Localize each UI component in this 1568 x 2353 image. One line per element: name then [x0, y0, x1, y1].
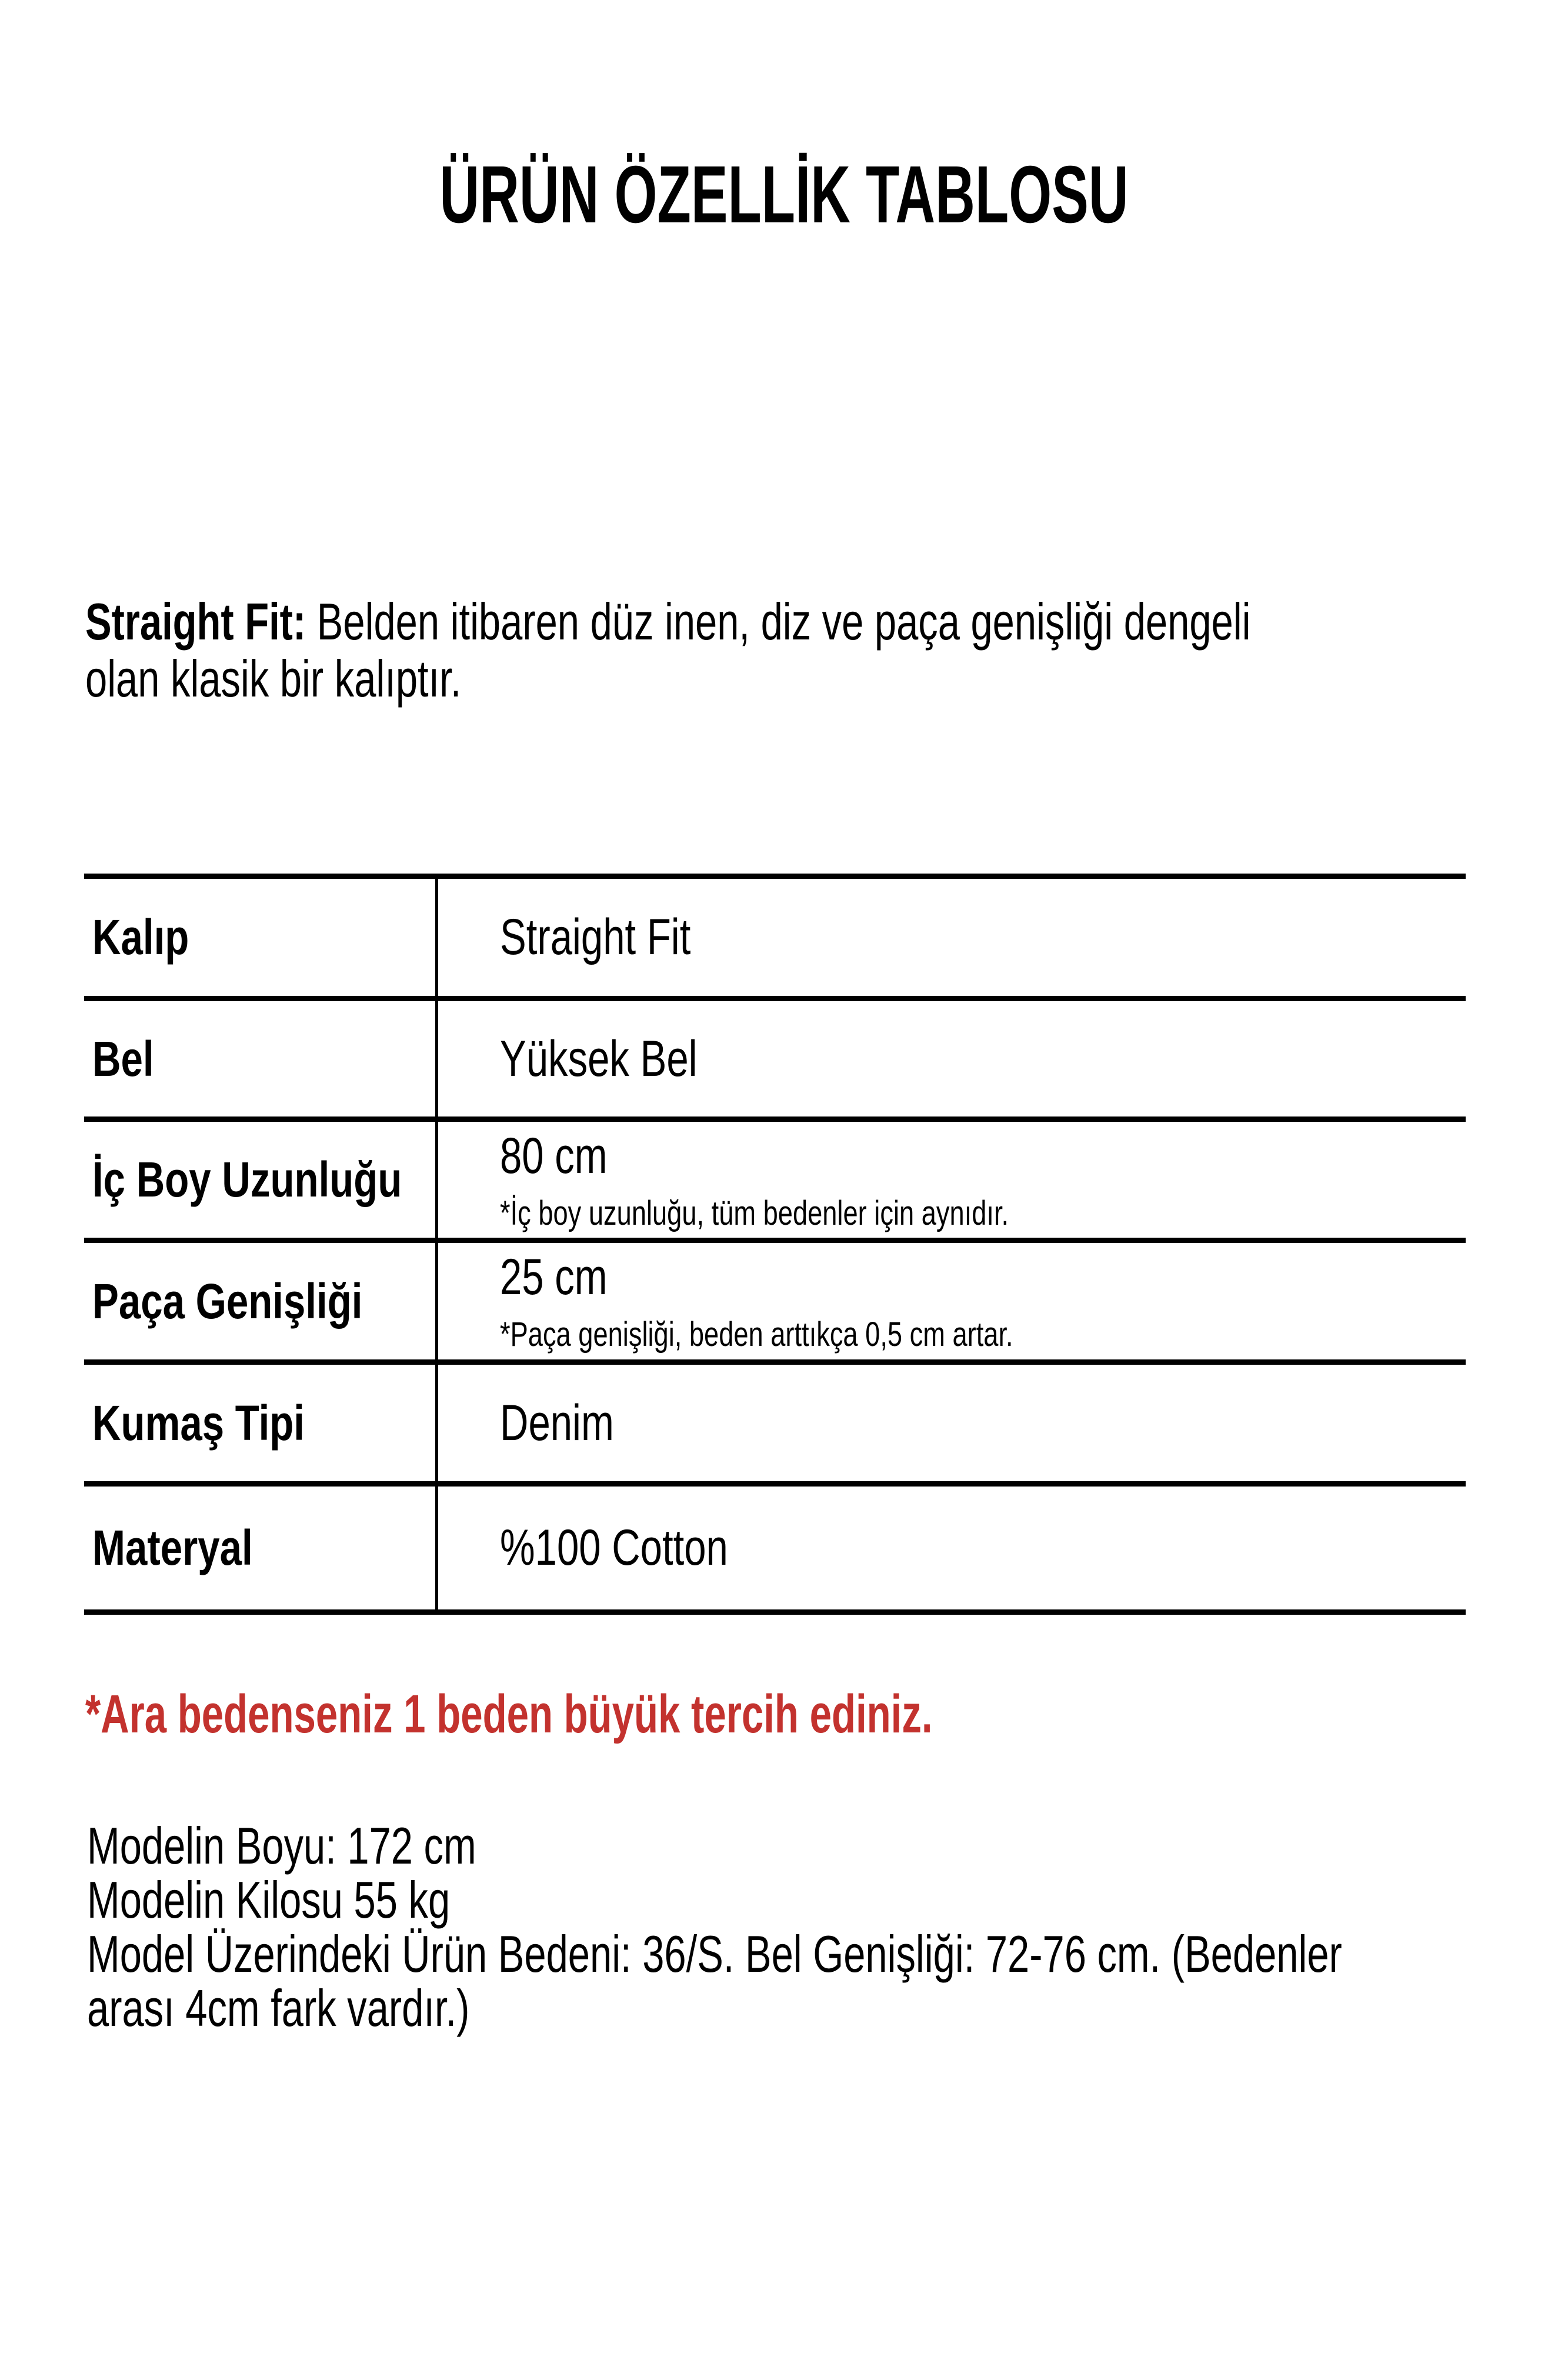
row-value-cell: [438, 1243, 1466, 1359]
table-row-kalip: [84, 879, 1466, 1001]
row-note: *İç boy uzunluğu, tüm bedenler için aynıdır.: [500, 1194, 1009, 1232]
row-value: Yüksek Bel: [500, 1030, 698, 1087]
row-value: 80 cm: [500, 1127, 608, 1184]
model-weight-line: Modelin Kilosu 55 kg: [87, 1871, 451, 1929]
page-title: ÜRÜN ÖZELLİK TABLOSU: [439, 149, 1129, 240]
table-row-paca: [84, 1243, 1466, 1365]
row-label: İç Boy Uzunluğu: [92, 1152, 402, 1207]
model-size-line-2: arası 4cm fark vardır.): [87, 1979, 470, 2037]
row-label: Paça Genişliği: [92, 1273, 363, 1329]
model-info-block: [87, 1819, 1342, 2035]
row-value: Straight Fit: [500, 909, 691, 965]
row-label: Bel: [92, 1031, 154, 1086]
row-label: Kalıp: [92, 909, 189, 965]
table-row-bel: [84, 1001, 1466, 1122]
row-label: Kumaş Tipi: [92, 1395, 305, 1451]
row-value: Denim: [500, 1394, 614, 1451]
row-label-cell: [84, 1365, 438, 1481]
model-height-line: Modelin Boyu: 172 cm: [87, 1817, 476, 1875]
row-label-cell: [84, 879, 438, 996]
row-label-cell: [84, 1122, 438, 1238]
row-value-cell: [438, 1487, 1466, 1609]
row-label-cell: [84, 1243, 438, 1359]
row-value: 25 cm: [500, 1249, 608, 1305]
row-value-cell: [438, 879, 1466, 996]
model-size-line-1: Model Üzerindeki Ürün Bedeni: 36/S. Bel Genişliği: 72-76 cm. (Bedenler: [87, 1925, 1342, 1983]
row-value: %100 Cotton: [500, 1519, 728, 1576]
intro-paragraph: [85, 593, 1250, 707]
table-row-materyal: [84, 1487, 1466, 1615]
table-row-kumas: [84, 1365, 1466, 1487]
spec-table: [84, 874, 1466, 1615]
row-note: *Paça genişliği, beden arttıkça 0,5 cm artar.: [500, 1315, 1013, 1354]
row-value-cell: [438, 1365, 1466, 1481]
row-value-cell: [438, 1122, 1466, 1238]
row-label-cell: [84, 1487, 438, 1609]
table-row-ic-boy: [84, 1122, 1466, 1243]
row-label-cell: [84, 1001, 438, 1116]
size-warning: *Ara bedenseniz 1 beden büyük tercih ediniz.: [85, 1684, 933, 1744]
intro-line-2: olan klasik bir kalıptır.: [85, 649, 462, 708]
row-label: Materyal: [92, 1520, 253, 1575]
intro-line-1: [85, 593, 1250, 650]
row-value-cell: [438, 1001, 1466, 1116]
intro-line-1-text: Belden itibaren düz inen, diz ve paça genişliği dengeli: [306, 592, 1251, 651]
intro-fit-term: Straight Fit:: [85, 592, 306, 651]
